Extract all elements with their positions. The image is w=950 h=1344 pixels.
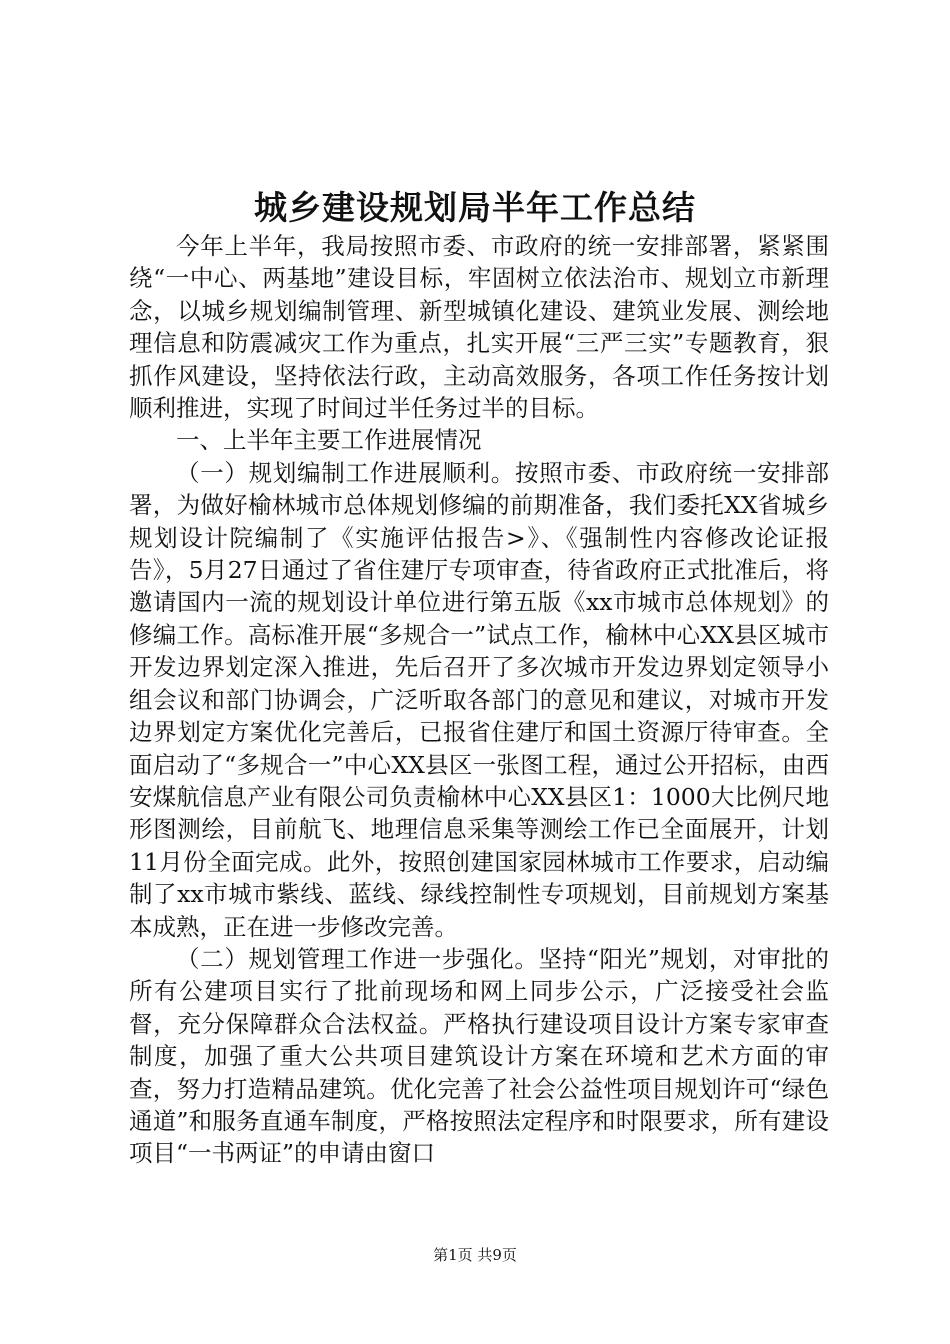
document-title: 城乡建设规划局半年工作总结 <box>254 188 696 227</box>
paragraph-intro: 今年上半年，我局按照市委、市政府的统一安排部署，紧紧围绕“一中心、两基地”建设目标，牢固树立依法治市、规划立市新理念，以城乡规划编制管理、新型城镇化建设、建筑业发展、测绘地理信息和防震减灾工作为重点，扎实开展“三严三实”专题教育，狠抓作风建设，坚持依法行政，主动高效服务，各项工作任务按计划顺利推进，实现了时间过半任务过半的目标。 <box>129 232 829 423</box>
page-footer: 第1页 共9页 <box>433 1246 517 1264</box>
paragraph-planning-compilation: （一）规划编制工作进展顺利。按照市委、市政府统一安排部署，为做好榆林城市总体规划修编的前期准备，我们委托XX省城乡规划设计院编制了《实施评估报告>》、《强制性内容修改论证报告》，5月27日通过了省住建厅专项审查，待省政府正式批准后，将邀请国内一流的规划设计单位进行第五版《xx市城市总体规划》的修编工作。高标准开展“多规合一”试点工作，榆林中心XX县区城市开发边界划定深入推进，先后召开了多次城市开发边界划定领导小组会议和部门协调会，广泛听取各部门的意见和建议，对城市开发边界划定方案优化完善后，已报省住建厅和国土资源厅待审查。全面启动了“多规合一”中心XX县区一张图工程，通过公开招标，由西安煤航信息产业有限公司负责榆林中心XX县区1：1000大比例尺地形图测绘，目前航飞、地理信息采集等测绘工作已全面展开，计划11月份全面完成。此外，按照创建国家园林城市工作要求，启动编制了xx市城市紫线、蓝线、绿线控制性专项规划，目前规划方案基本成熟，正在进一步修改完善。 <box>129 458 829 941</box>
paragraph-planning-management: （二）规划管理工作进一步强化。坚持“阳光”规划，对审批的所有公建项目实行了批前现场和网上同步公示，广泛接受社会监督，充分保障群众合法权益。严格执行建设项目设计方案专家审查制度，加强了重大公共项目建筑设计方案在环境和艺术方面的审查，努力打造精品建筑。优化完善了社会公益性项目规划许可“绿色通道”和服务直通车制度，严格按照法定程序和时限要求，所有建设项目“一书两证”的申请由窗口 <box>129 944 829 1168</box>
document-body <box>129 230 829 1170</box>
section-heading-1: 一、上半年主要工作进展情况 <box>176 426 482 455</box>
